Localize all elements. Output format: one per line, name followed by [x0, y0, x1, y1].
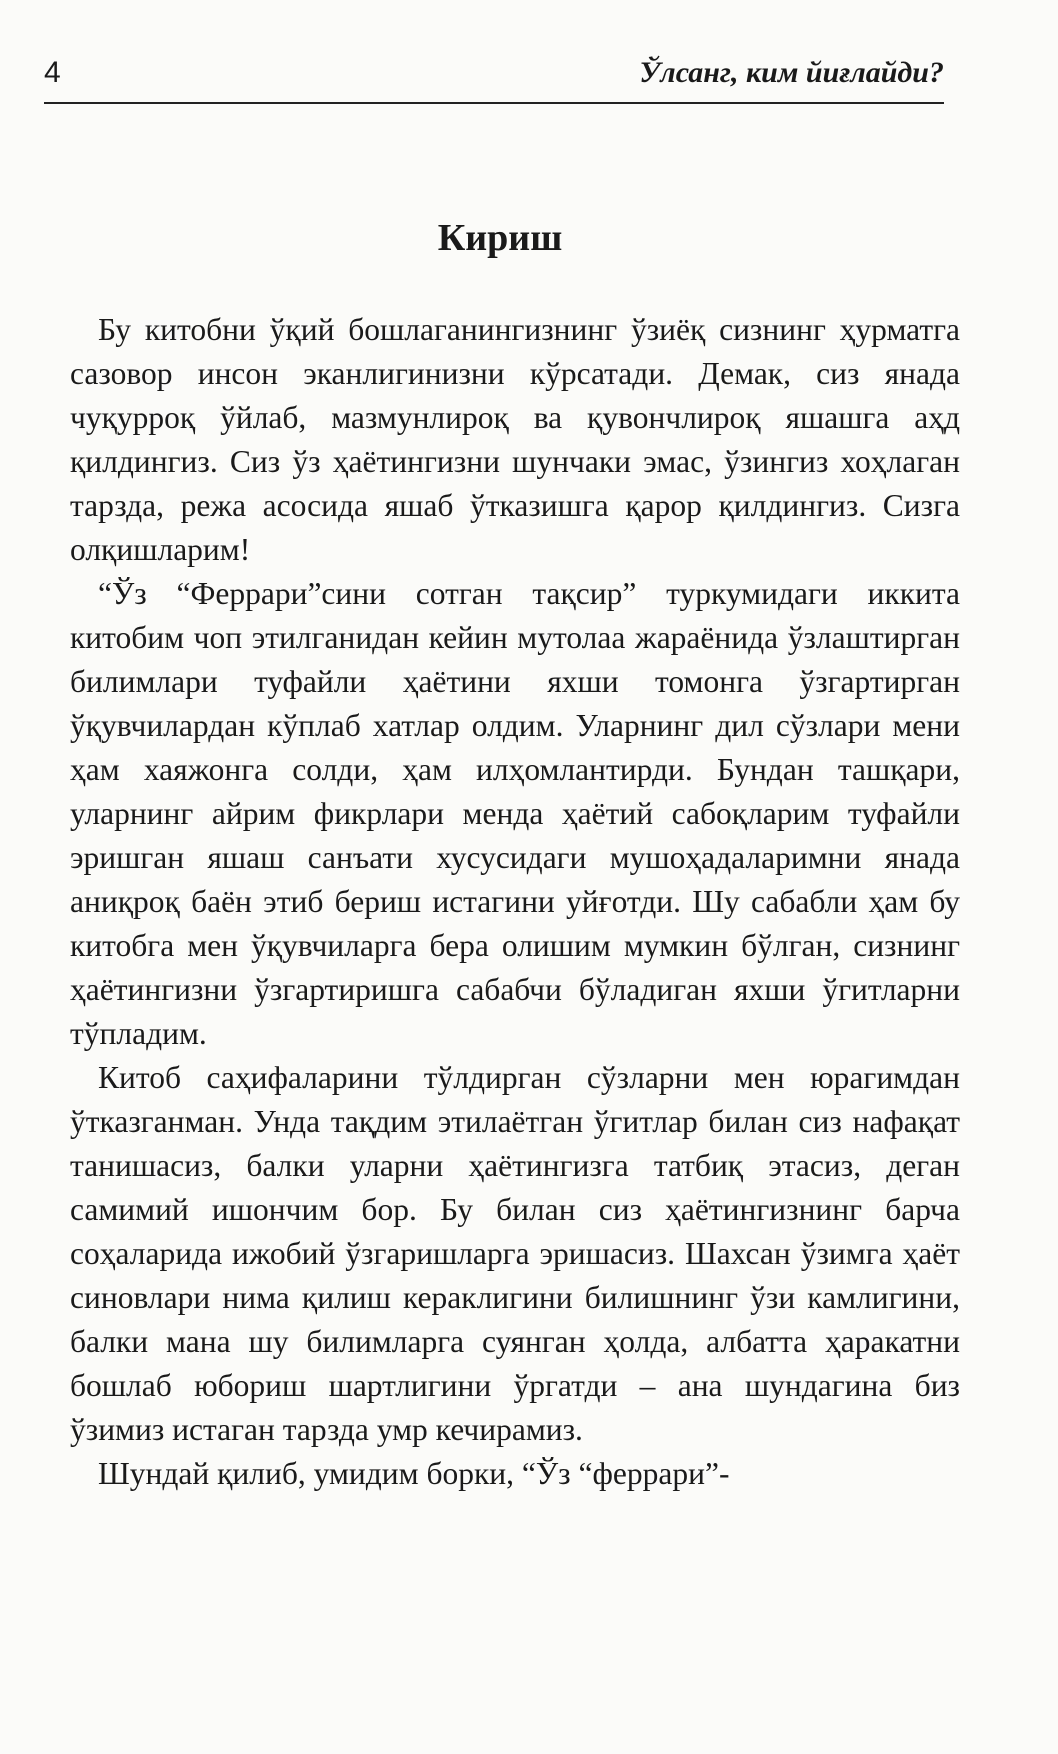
- paragraph: Китоб саҳифаларини тўлдирган сўзларни мен юрагимдан ўтказганман. Унда тақдим этилаётган ўгитлар билан сиз нафақат танишасиз, балки уларни ҳаётингизга татбиқ этасиз, деган самимий ишончим бор. Бу билан сиз ҳаётингизнинг барча соҳаларида ижобий ўзгаришларга эришасиз. Шахсан ўзимга ҳаёт синовлари нима қилиш кераклигини билишнинг ўзи камлигини, балки мана шу билимларга суянган ҳолда, албатта ҳаракатни бошлаб юбориш шартлигини ўргатди – ана шундагина биз ўзимиз истаган тарзда умр кечирамиз.: [70, 1060, 960, 1447]
- page-header: [44, 50, 944, 104]
- chapter-title: Кириш: [437, 217, 563, 259]
- body-text: [70, 308, 960, 1496]
- paragraph: Бу китобни ўқий бошлаганингизнинг ўзиёқ сизнинг ҳурматга сазовор инсон эканлигинизни кўрсатади. Демак, сиз янада чуқурроқ ўйлаб, мазмунлироқ ва қувончлироқ яшашга аҳд қилдингиз. Сиз ўз ҳаётингизни шунчаки эмас, ўзингиз хоҳлаган тарзда, режа асосида яшаб ўтказишга қарор қилдингиз. Сизга олқишларим!: [70, 312, 960, 567]
- running-title: Ўлсанг, ким йиғлайди?: [639, 56, 944, 89]
- paragraph: “Ўз “Феррари”сини сотган тақсир” туркумидаги иккита китобим чоп этилганидан кейин мутолаа жараёнида ўзлаштирган билимлари туфайли ҳаётини яхши томонга ўзгартирган ўқувчилардан кўплаб хатлар олдим. Уларнинг дил сўзлари мени ҳам хаяжонга солди, ҳам илҳомлантирди. Бундан ташқари, уларнинг айрим фикрлари менда ҳаётий сабоқларим туфайли эришган яшаш санъати хусусидаги мушоҳадаларимни янада аниқроқ баён этиб бериш истагини уйғотди. Шу сабабли ҳам бу китобга мен ўқувчиларга бера олишим мумкин бўлган, сизнинг ҳаётингизни ўзгартиришга сабабчи бўладиган яхши ўгитларни тўпладим.: [70, 576, 960, 1051]
- paragraph: Шундай қилиб, умидим борки, “Ўз “феррари”-: [98, 1456, 730, 1491]
- page-number: 4: [44, 56, 61, 89]
